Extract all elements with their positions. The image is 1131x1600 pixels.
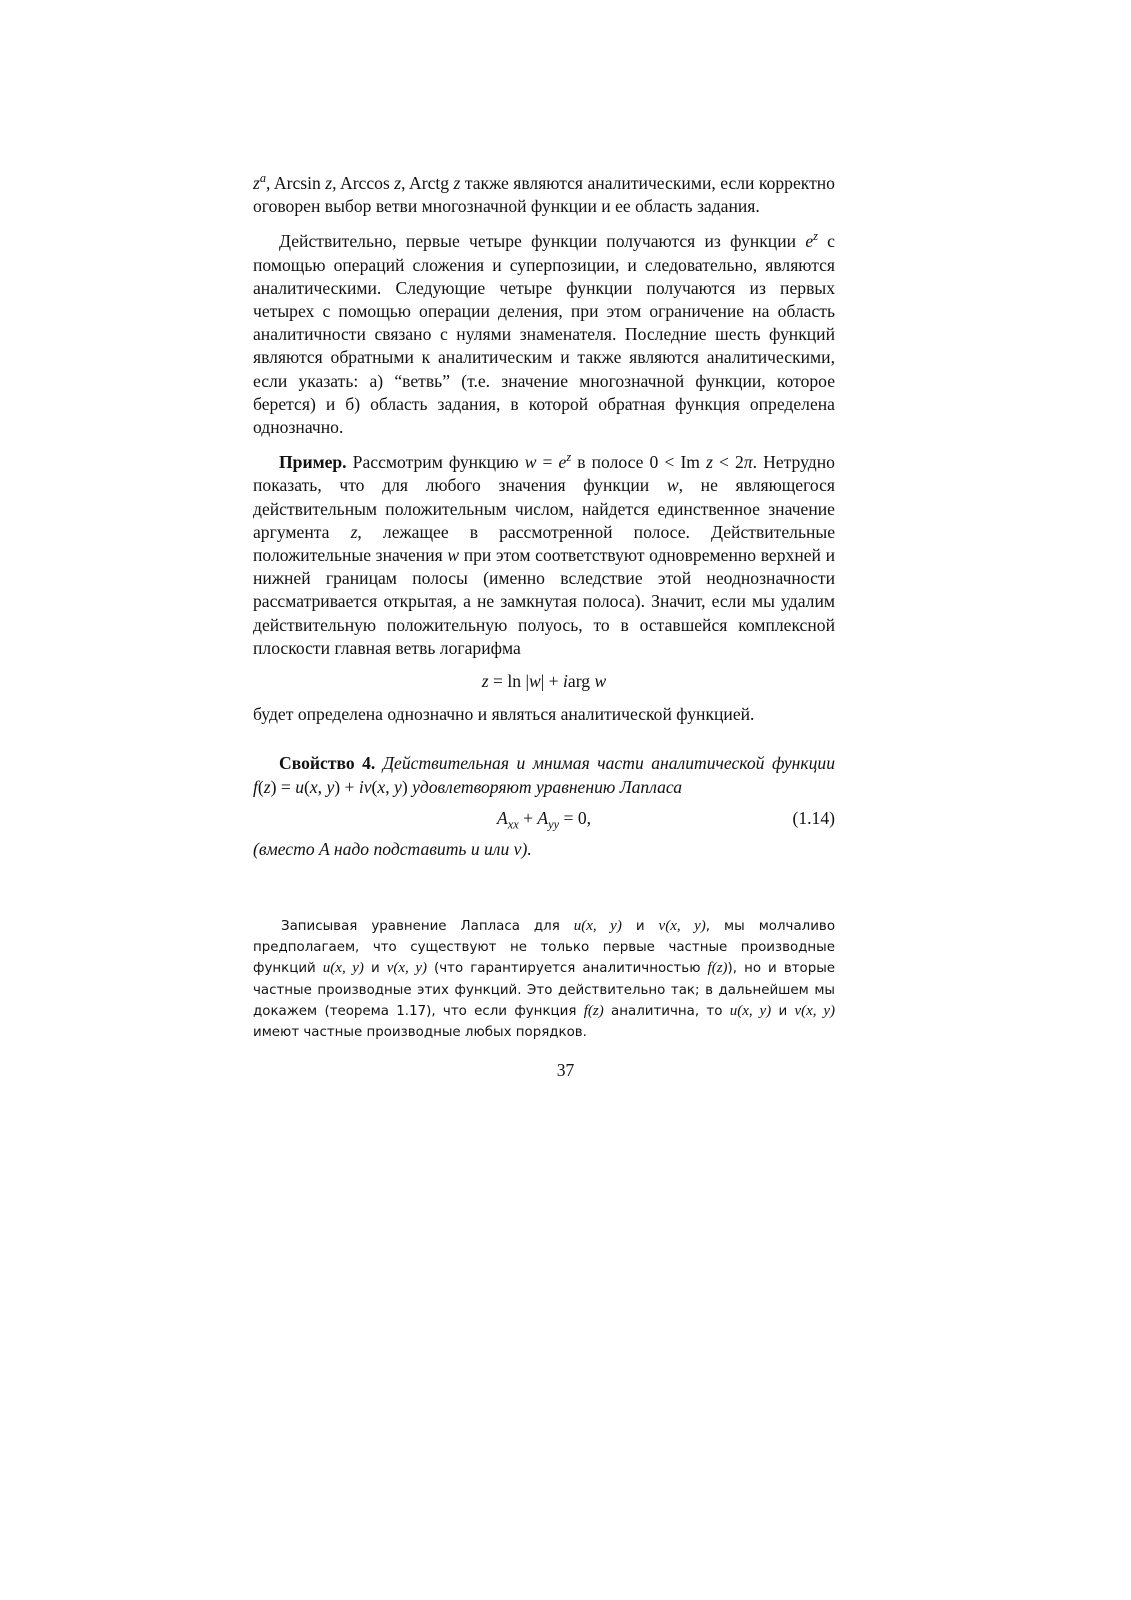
text: )	[401, 776, 408, 797]
text: и	[363, 961, 387, 977]
math-z: z	[350, 521, 358, 542]
text: Записывая уравнение Лапласа для	[281, 919, 574, 934]
text: , лежащее в рассмотренной полосе. Действительные положительные значения	[253, 521, 836, 566]
math-z: z	[453, 173, 461, 193]
math-y: y	[326, 776, 335, 797]
math-w: w	[529, 671, 541, 692]
text: (	[257, 776, 264, 797]
math-sup-z: z	[813, 229, 818, 244]
paragraph-example	[253, 451, 835, 660]
text: с помощью операций сложения и суперпозиции, и следовательно, являются аналитическими. Следующие четыре функции получаются из первых четырех с помощью операции деления, при этом ограничение на область аналитичности связано с нулями знаменателя. Последние шесть функций являются обратными к аналитическим и также являются аналитическими, если указать: а) “ветвь” (т.е. значение многозначной функции, которое берется) и б) область задания, в которой обратная функция определена однозначно.	[253, 231, 835, 438]
sep: ,	[266, 173, 274, 193]
math-f-z: f(z)	[583, 1002, 604, 1019]
sep: ,	[332, 173, 340, 193]
text: и	[621, 919, 659, 934]
math-sub-yy: yy	[548, 817, 560, 832]
display-formula-log	[253, 670, 835, 693]
math-u-xy: u(x, y)	[573, 918, 622, 934]
math-v-xy: v(x, y)	[794, 1002, 835, 1019]
math-z: z	[481, 671, 489, 692]
equation-number: (1.14)	[792, 807, 835, 828]
math-i: i	[563, 671, 568, 692]
text: имеют частные производные любых порядков.	[253, 1025, 587, 1041]
math-z: z	[706, 452, 713, 473]
text: при этом соответствуют одновременно верхней и нижней границам полосы (именно вследствие этой неоднозначности рассматривается открытая, а не замкнутая полоса). Значит, если мы удалим действительную положительную полуось, то в оставшейся комплексной плоскости главная ветвь логарифма	[253, 545, 835, 658]
math-v-xy: v(x, y)	[386, 960, 427, 977]
sep: ,	[401, 173, 409, 193]
arccos: Arccos	[339, 173, 390, 193]
text: =	[488, 671, 508, 692]
math-u-xy: u(x, y)	[322, 960, 364, 977]
math-w: w	[666, 475, 679, 496]
remark-block	[253, 916, 835, 1043]
math-A: A	[537, 807, 549, 828]
text: ) =	[270, 776, 296, 797]
math-x: x	[309, 776, 318, 797]
example-heading: Пример.	[279, 452, 347, 473]
math-e: e	[558, 452, 567, 473]
text: . Нетрудно показать, что для любого значения функции	[253, 452, 835, 496]
property-heading: Свойство 4.	[279, 753, 376, 774]
paragraph-2	[253, 230, 835, 439]
math-A: A	[496, 807, 508, 828]
math-z: z	[325, 173, 333, 193]
math-z: z	[394, 173, 402, 193]
equation-1-14	[253, 807, 835, 830]
text: Действительно, первые четыре функции получаются из функции	[279, 231, 806, 252]
math-f-z: f(z)	[707, 960, 728, 977]
im: Im	[680, 452, 700, 473]
math-iv: iv	[358, 776, 372, 797]
math-v-xy: v(x, y)	[658, 918, 706, 934]
text: или	[479, 839, 514, 860]
text: < 2	[712, 452, 744, 473]
text: ,	[317, 776, 327, 797]
text: ,	[385, 776, 395, 797]
text: (	[303, 776, 310, 797]
text: = 0,	[559, 807, 592, 828]
math-e: e	[805, 231, 814, 252]
text: , не являющегося действительным положительным числом, найдется единственное значение аргумента	[253, 475, 835, 542]
text: ).	[521, 839, 532, 860]
math-w: w	[524, 452, 537, 473]
math-sup-z: z	[566, 450, 572, 465]
text: +	[518, 807, 538, 828]
text: Рассмотрим функцию	[346, 452, 525, 473]
text: в полосе 0 <	[571, 452, 681, 473]
text: , мы молчаливо предполагаем, что существуют не только первые частные производные функций	[253, 919, 836, 977]
text: (вместо	[253, 839, 320, 860]
math-w: w	[447, 545, 460, 566]
text: ), но и вторые частные производные этих функций. Это действительно так; в дальнейшем мы докажем (теорема 1.17), что если функция	[253, 961, 836, 1019]
text: и	[771, 1003, 795, 1019]
text: Действительная и мнимая части аналитической функции	[375, 753, 836, 774]
math-u: u	[295, 776, 304, 797]
ln: ln	[507, 671, 522, 692]
math-w: w	[594, 671, 607, 692]
math-sub-xx: xx	[507, 817, 519, 832]
math-f: f	[253, 776, 258, 797]
property-4	[253, 752, 835, 798]
math-pi: π	[743, 452, 753, 473]
math-v: v	[513, 839, 522, 860]
text: аналитична, то	[603, 1003, 730, 1019]
text: удовлетворяют уравнению Лапласа	[407, 776, 683, 797]
math-x: x	[377, 776, 386, 797]
text: =	[536, 452, 559, 473]
math-sup-a: a	[259, 171, 267, 186]
text: | +	[540, 671, 563, 692]
note	[253, 838, 835, 861]
math-u: u	[470, 839, 480, 860]
text: (что гарантируется аналитичностью	[426, 961, 708, 977]
paragraph-1	[253, 172, 835, 218]
main-text	[253, 172, 835, 861]
remark-paragraph	[253, 916, 835, 1043]
arcsin: Arcsin	[273, 173, 321, 193]
math-A: A	[319, 839, 330, 860]
text: также являются аналитическими, если корректно оговорен выбор ветви многозначной функции и ее область задания.	[253, 173, 835, 217]
text: ) +	[334, 776, 359, 797]
page-number: 37	[556, 1060, 575, 1080]
text: |	[521, 671, 529, 692]
text: (	[371, 776, 378, 797]
arg: arg	[567, 671, 591, 692]
math-y: y	[394, 776, 402, 797]
paragraph-4: будет определена однозначно и являться аналитической функцией.	[253, 704, 755, 725]
text: надо подставить	[329, 839, 471, 860]
math-z: z	[253, 173, 260, 193]
math-u-xy: u(x, y)	[729, 1002, 772, 1019]
arctg: Arctg	[409, 173, 450, 193]
math-z: z	[263, 776, 271, 797]
